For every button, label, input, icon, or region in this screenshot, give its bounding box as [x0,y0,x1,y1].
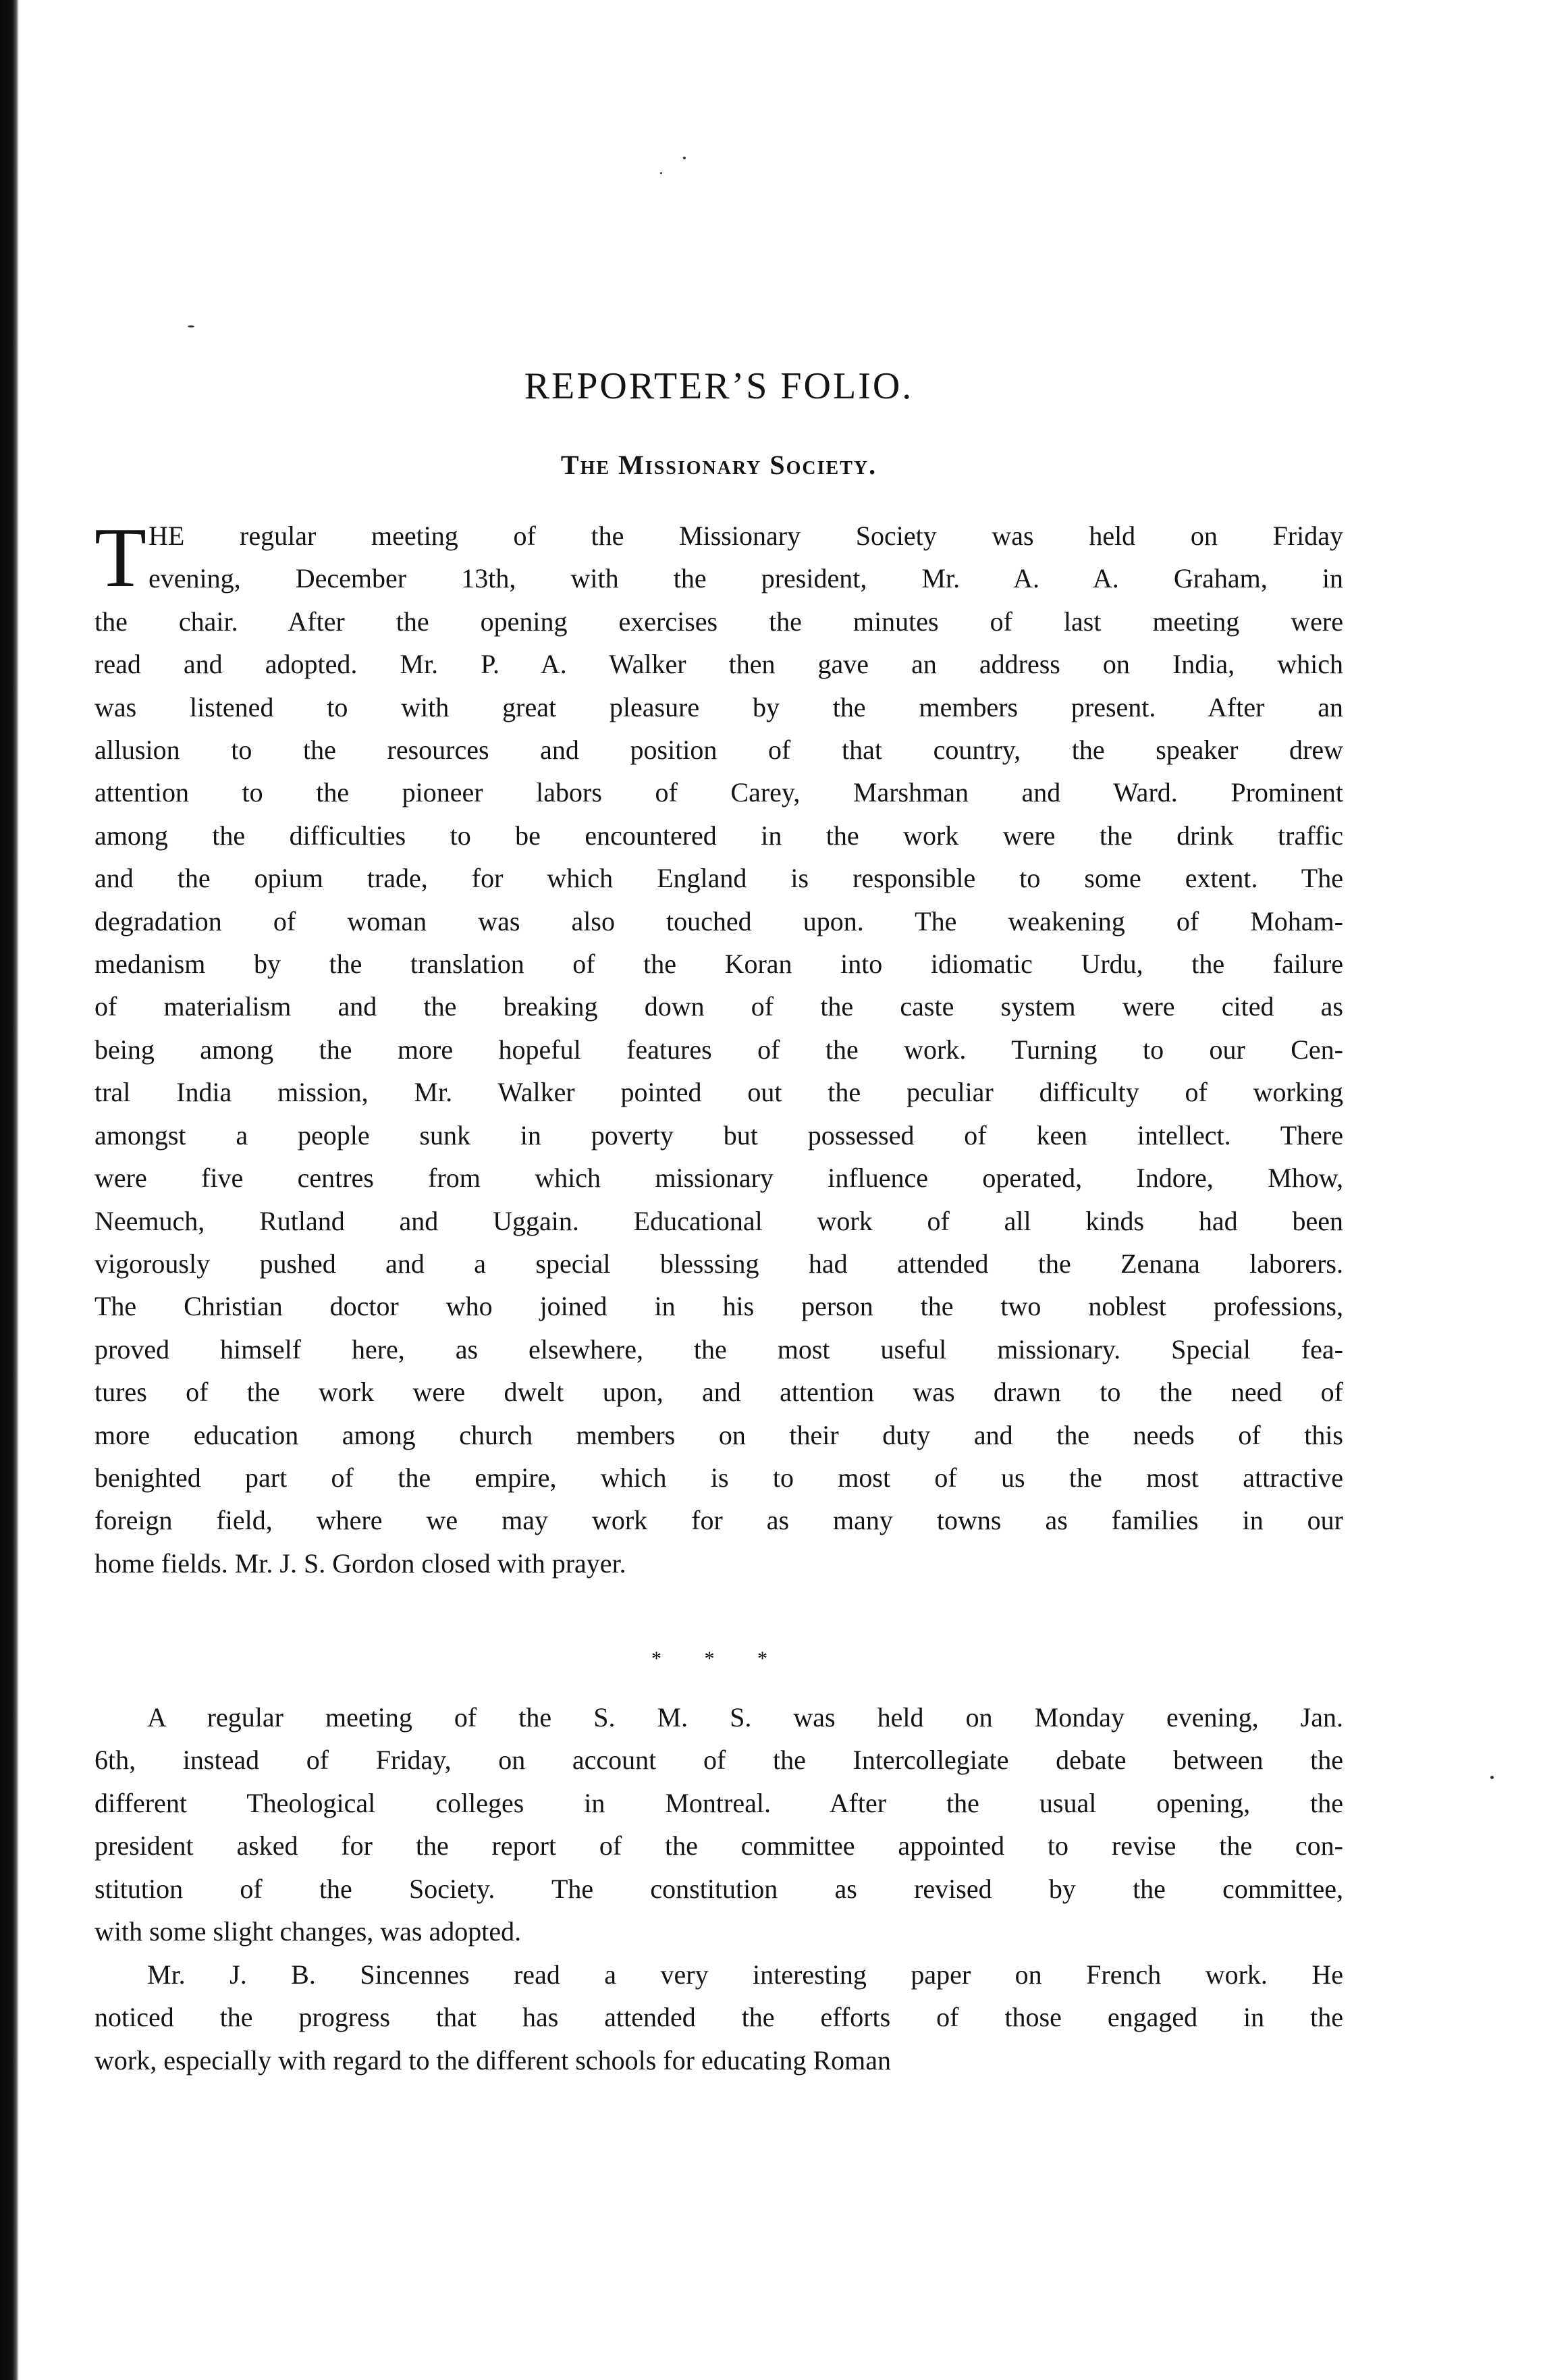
text-line: read and adopted. Mr. P. A. Walker then gave an address on India, which [94,649,1343,680]
text-line: allusion to the resources and position of that country, the speaker drew [94,735,1343,766]
text-line: among the difficulties to be encountered in the work were the drink traffic [94,820,1343,851]
paragraph-sms-meeting [94,1696,1343,1953]
text-line: of materialism and the breaking down of the caste system were cited as [94,991,1343,1022]
text-line: with some slight changes, was adopted. [94,1916,522,1947]
text-line: benighted part of the empire, which is to most of us the most attractive [94,1462,1343,1493]
text-line: the chair. After the opening exercises the minutes of last meeting were [94,606,1343,637]
text-line: tral India mission, Mr. Walker pointed out the peculiar difficulty of working [94,1077,1343,1108]
text-line: and the opium trade, for which England is responsible to some extent. The [94,863,1343,894]
paragraph-missionary-society [94,511,1343,1585]
ink-speck [188,325,194,327]
text-line: 6th, instead of Friday, on account of the Intercollegiate debate between the [94,1745,1343,1776]
text-line: The Christian doctor who joined in his person the two noblest professions, [94,1291,1343,1322]
text-line: Mr. J. B. Sincennes read a very interesting paper on French work. He [147,1959,1343,1990]
paragraph-french-work [94,1953,1343,2082]
text-line: vigorously pushed and a special blesssing had attended the Zenana laborers. [94,1248,1343,1279]
text-line: degradation of woman was also touched upon. The weakening of Moham- [94,905,1343,936]
ink-speck [660,172,662,174]
page-title: REPORTER’S FOLIO. [524,365,914,407]
text-line: was listened to with great pleasure by the members present. After an [94,691,1343,722]
ink-speck [683,157,686,159]
text-line: home fields. Mr. J. S. Gordon closed with prayer. [94,1548,626,1579]
text-line: evening, December 13th, with the president, Mr. A. A. Graham, in [148,563,1343,594]
text-line: medanism by the translation of the Koran into idiomatic Urdu, the failure [94,949,1343,980]
text-line: A regular meeting of the S. M. S. was held on Monday evening, Jan. [147,1702,1343,1733]
drop-cap: T [94,511,146,605]
text-line: Neemuch, Rutland and Uggain. Educational work of all kinds had been [94,1205,1343,1236]
text-line: president asked for the report of the committee appointed to revise the con- [94,1830,1343,1861]
text-line: noticed the progress that has attended the efforts of those engaged in the [94,2002,1343,2033]
section-separator: * * * [651,1647,786,1670]
text-line: different Theological colleges in Montreal. After the usual opening, the [94,1787,1343,1818]
ink-speck [1490,1776,1494,1779]
text-line: amongst a people sunk in poverty but possessed of keen intellect. There [94,1119,1343,1151]
text-line: stitution of the Society. The constitution as revised by the committee, [94,1873,1343,1904]
text-line: foreign field, where we may work for as many towns as families in our [94,1505,1343,1536]
text-line: HE regular meeting of the Missionary Society was held on Friday [148,521,1343,551]
text-line: more education among church members on their duty and the needs of this [94,1419,1343,1450]
text-line: proved himself here, as elsewhere, the most useful missionary. Special fea- [94,1333,1343,1365]
page-binding-edge [0,0,19,2380]
text-line: being among the more hopeful features of the work. Turning to our Cen- [94,1034,1343,1065]
section-heading: The Missionary Society. [560,450,877,480]
text-line: tures of the work were dwelt upon, and attention was drawn to the need of [94,1377,1343,1408]
text-line: attention to the pioneer labors of Carey, Marshman and Ward. Prominent [94,777,1343,808]
text-line: were five centres from which missionary influence operated, Indore, Mhow, [94,1163,1343,1194]
text-line: work, especially with regard to the different schools for educating Roman [94,2044,892,2075]
